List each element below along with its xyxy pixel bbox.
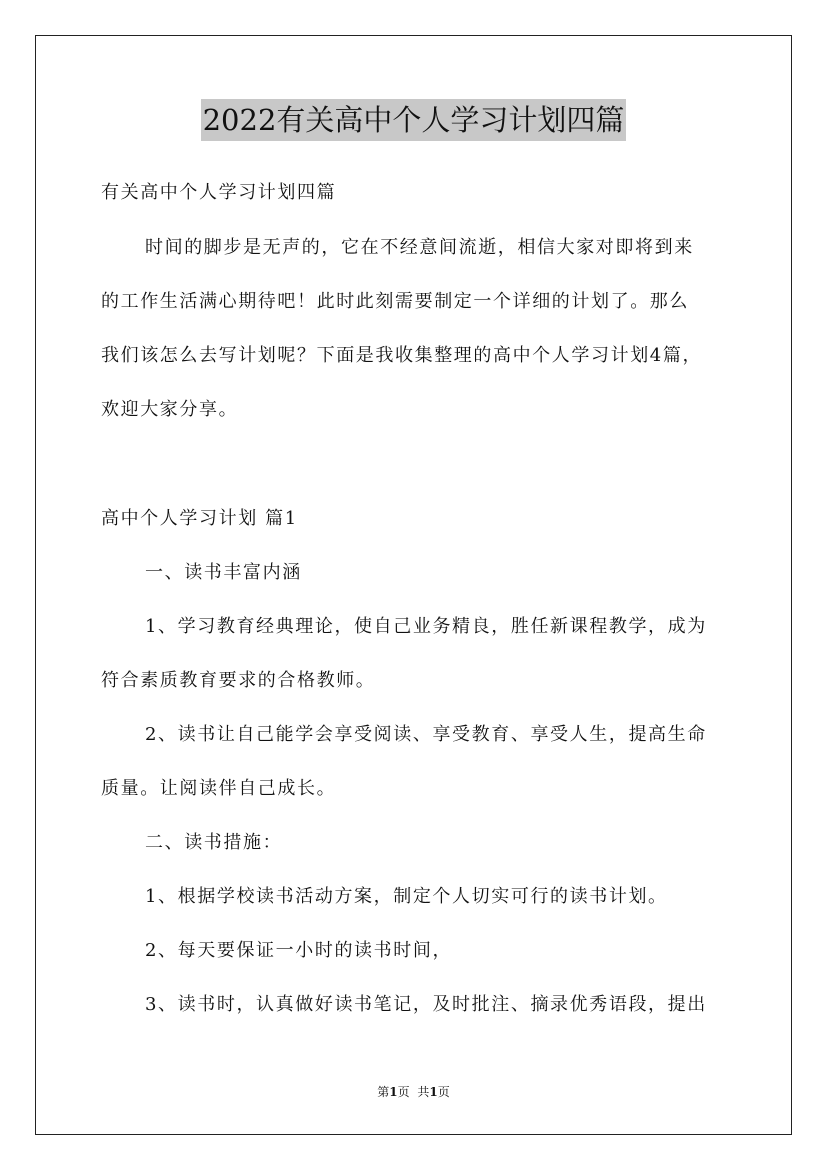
paragraph-line: 1、根据学校读书活动方案，制定个人切实可行的读书计划。: [145, 886, 668, 907]
subsection-heading: 二、读书措施：: [145, 832, 283, 853]
paragraph-line: 的工作生活满心期待吧！此时此刻需要制定一个详细的计划了。那么: [101, 291, 689, 312]
paragraph-line: 符合素质教育要求的合格教师。: [101, 670, 376, 691]
subtitle-line: 有关高中个人学习计划四篇: [101, 182, 337, 203]
section-heading: 高中个人学习计划 篇1: [101, 508, 298, 529]
footer-page-suffix: 页: [397, 1085, 410, 1099]
subsection-heading: 一、读书丰富内涵: [145, 562, 302, 583]
footer-total-prefix: 共: [417, 1085, 430, 1099]
document-title: 2022有关高中个人学习计划四篇: [201, 99, 627, 141]
title-container: [0, 99, 827, 141]
paragraph-line: 3、读书时，认真做好读书笔记，及时批注、摘录优秀语段，提出: [145, 994, 707, 1015]
paragraph-line: 2、每天要保证一小时的读书时间，: [145, 940, 453, 961]
paragraph-line: 质量。让阅读伴自己成长。: [101, 778, 337, 799]
footer-page-number: 1: [389, 1085, 398, 1099]
page-footer: [0, 1084, 827, 1100]
paragraph-line: 1、学习教育经典理论，使自己业务精良，胜任新课程教学，成为: [145, 616, 707, 637]
paragraph-line: 我们该怎么去写计划呢？下面是我收集整理的高中个人学习计划4篇，: [101, 345, 703, 366]
paragraph-line: 时间的脚步是无声的，它在不经意间流逝，相信大家对即将到来: [145, 237, 694, 258]
footer-total-suffix: 页: [437, 1085, 450, 1099]
paragraph-line: 欢迎大家分享。: [101, 399, 239, 420]
footer-page-prefix: 第: [377, 1085, 390, 1099]
paragraph-line: 2、读书让自己能学会享受阅读、享受教育、享受人生，提高生命: [145, 724, 707, 745]
footer-total-number: 1: [429, 1085, 438, 1099]
